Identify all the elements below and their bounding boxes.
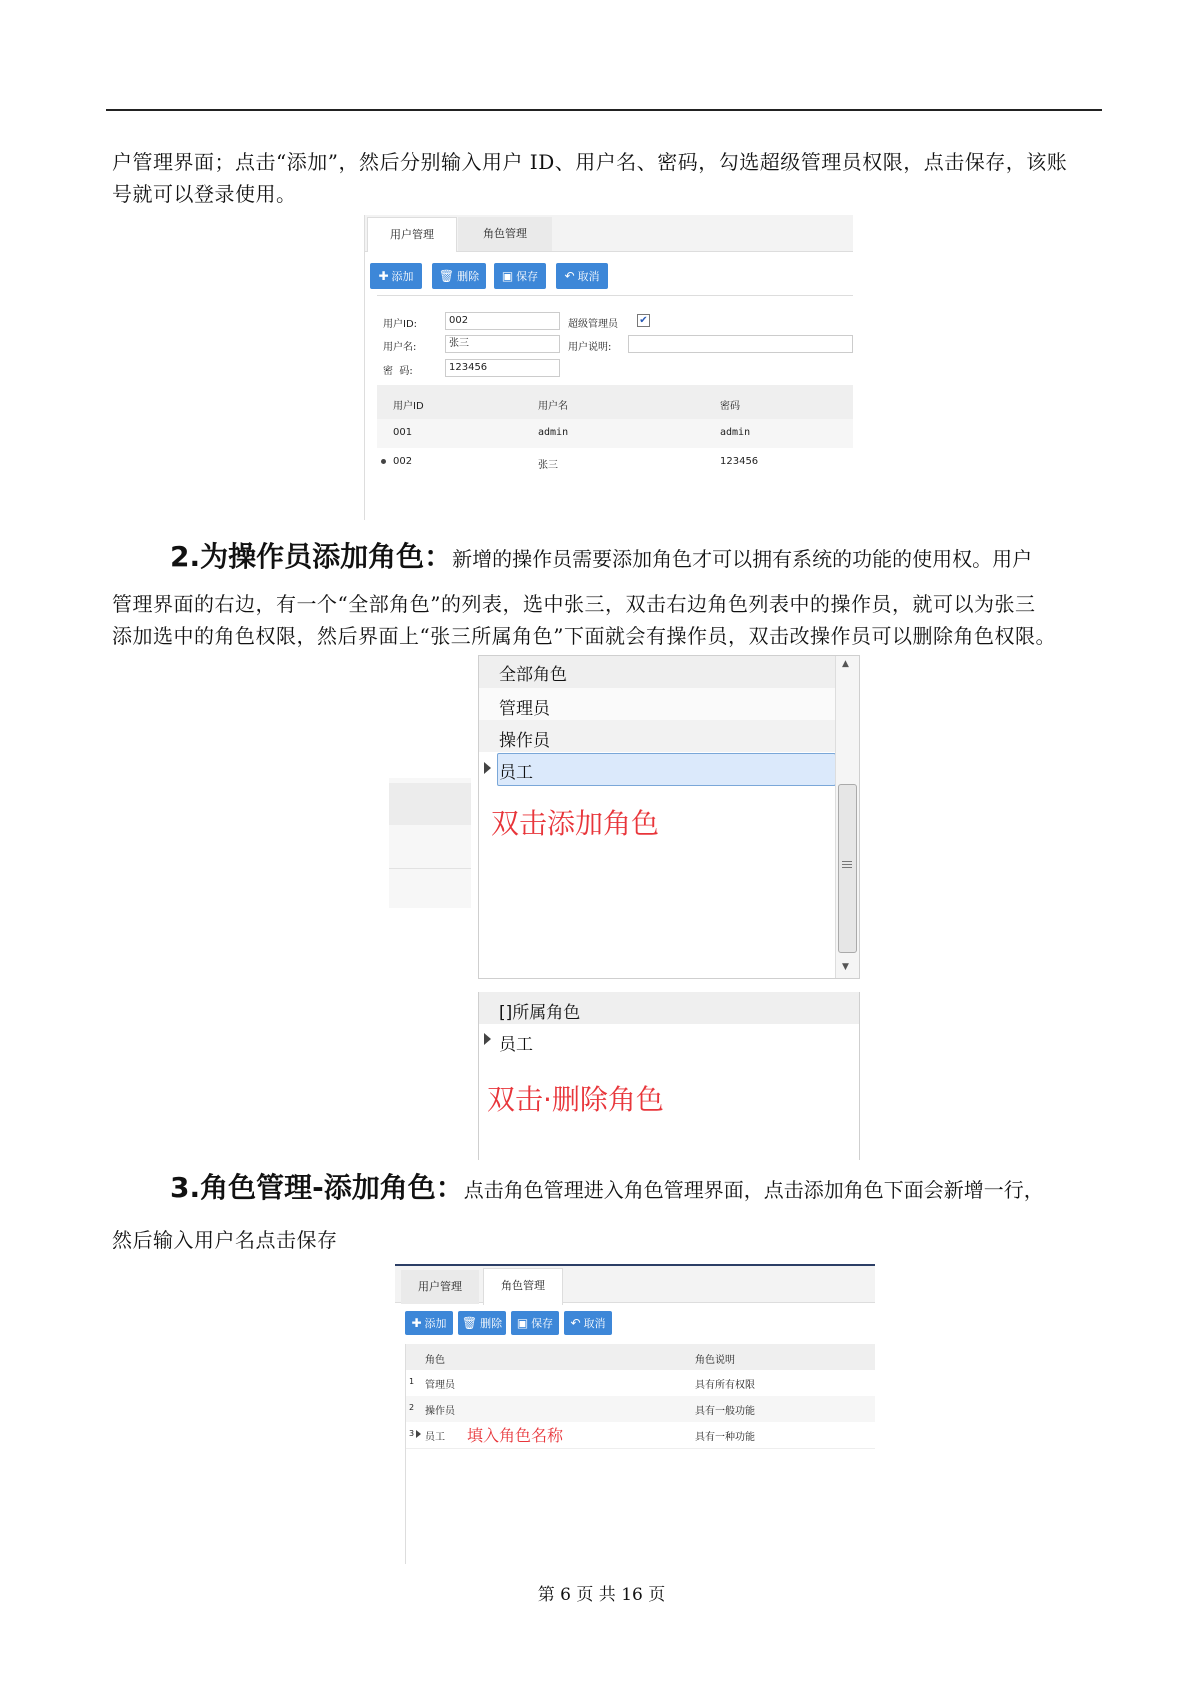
left-panel-fragment — [389, 778, 471, 908]
scrollbar-thumb[interactable] — [838, 784, 857, 953]
cell: 张三 — [538, 460, 558, 471]
cell: 002 — [393, 456, 413, 467]
role-operator[interactable]: 操作员 — [499, 731, 550, 751]
password-input[interactable]: 123456 — [445, 359, 560, 377]
row-number: 3 — [409, 1429, 415, 1438]
table-header — [377, 385, 853, 419]
annotation-fill-role-name: 填入角色名称 — [467, 1426, 564, 1445]
table-header — [406, 1344, 875, 1370]
cell: 具有一种功能 — [695, 1432, 755, 1443]
section-2-heading: 2.为操作员添加角色： — [170, 540, 453, 573]
plus-icon: ✚ — [378, 269, 389, 283]
cell: 员工 — [425, 1432, 445, 1443]
tab-user-management[interactable]: 用户管理 — [401, 1270, 479, 1304]
section-3-body-2: 然后输入用户名点击保存 — [112, 1228, 338, 1252]
username-input[interactable]: 张三 — [445, 335, 560, 353]
password-label: 密 码: — [383, 366, 413, 377]
delete-button[interactable]: 🗑 删除 — [432, 263, 486, 289]
role-admin[interactable]: 管理员 — [499, 699, 550, 719]
owned-roles-header-label: []所属角色 — [499, 1003, 581, 1023]
row-number: 1 — [409, 1377, 415, 1386]
intro-line-2: 号就可以登录使用。 — [112, 182, 297, 206]
cell: 001 — [393, 427, 413, 438]
username-label: 用户名: — [383, 342, 417, 353]
superadmin-label: 超级管理员 — [568, 319, 618, 330]
add-button[interactable]: ✚ 添加 — [370, 263, 422, 289]
trash-icon: 🗑 — [461, 1316, 478, 1330]
section-2-body-2: 管理界面的右边，有一个“全部角色”的列表，选中张三，双击右边角色列表中的操作员，就可以为张三 — [112, 592, 1036, 616]
scroll-down-icon[interactable]: ▼ — [842, 962, 849, 972]
row-pointer-icon — [484, 762, 491, 774]
col-username: 用户名 — [538, 401, 568, 412]
cell: admin — [720, 427, 751, 438]
cell: admin — [538, 427, 569, 438]
save-icon: ▣ — [516, 1316, 529, 1330]
cell: 管理员 — [425, 1380, 455, 1391]
undo-icon: ↶ — [564, 269, 575, 283]
scroll-up-icon[interactable]: ▲ — [842, 659, 849, 669]
scrollbar[interactable] — [835, 656, 859, 978]
annotation-add-role: 双击添加角色 — [491, 807, 660, 840]
delete-button[interactable]: 🗑 删除 — [458, 1311, 506, 1335]
trash-icon: 🗑 — [438, 269, 455, 283]
role-employee[interactable]: 员工 — [499, 763, 533, 783]
col-role-desc: 角色说明 — [695, 1355, 735, 1366]
undo-icon: ↶ — [570, 1316, 581, 1330]
col-password: 密码 — [720, 401, 740, 412]
row-pointer-icon — [484, 1033, 491, 1045]
save-button[interactable]: ▣ 保存 — [494, 263, 546, 289]
cell: 123456 — [720, 456, 759, 467]
all-roles-list — [478, 655, 860, 979]
desc-label: 用户说明: — [568, 342, 612, 353]
cell: 操作员 — [425, 1406, 455, 1417]
superadmin-checkbox[interactable]: ✔ — [637, 314, 650, 327]
userid-input[interactable]: 002 — [445, 312, 560, 330]
table-row[interactable] — [377, 419, 853, 448]
row-selected-dot-icon — [381, 459, 386, 464]
page-footer: 第 6 页 共 16 页 — [537, 1585, 666, 1605]
save-button[interactable]: ▣ 保存 — [511, 1311, 559, 1335]
section-3-heading-line — [170, 1166, 1044, 1206]
cancel-button[interactable]: ↶ 取消 — [556, 263, 608, 289]
intro-line-1: 户管理界面；点击“添加”，然后分别输入用户 ID、用户名、密码，勾选超级管理员权限，点击保存，该账 — [112, 150, 1068, 174]
row-number: 2 — [409, 1403, 415, 1412]
save-icon: ▣ — [501, 269, 514, 283]
owned-role-employee[interactable]: 员工 — [499, 1035, 533, 1055]
userid-label: 用户ID: — [383, 319, 418, 330]
section-2-body-1: 新增的操作员需要添加角色才可以拥有系统的功能的使用权。用户 — [452, 547, 1033, 571]
desc-input[interactable] — [628, 335, 853, 353]
section-2-heading-line — [170, 535, 1032, 575]
table-row[interactable] — [406, 1396, 875, 1422]
table-row[interactable] — [406, 1370, 875, 1397]
col-role: 角色 — [425, 1355, 445, 1366]
plus-icon: ✚ — [411, 1316, 422, 1330]
add-button[interactable]: ✚ 添加 — [405, 1311, 453, 1335]
all-roles-header-label: 全部角色 — [499, 665, 567, 685]
list-item-selected[interactable] — [497, 753, 836, 786]
tab-role-management[interactable]: 角色管理 — [483, 1268, 563, 1305]
tab-user-management[interactable]: 用户管理 — [367, 217, 457, 252]
cancel-button[interactable]: ↶ 取消 — [564, 1311, 612, 1335]
section-3-body-1: 点击角色管理进入角色管理界面，点击添加角色下面会新增一行， — [463, 1178, 1044, 1202]
header-rule — [106, 109, 1102, 111]
cell: 具有所有权限 — [695, 1380, 755, 1391]
owned-roles-list — [478, 992, 860, 1160]
user-management-screenshot — [364, 215, 853, 520]
col-userid: 用户ID — [393, 401, 424, 412]
row-pointer-icon — [416, 1430, 421, 1438]
section-2-body-3: 添加选中的角色权限，然后界面上“张三所属角色”下面就会有操作员，双击改操作员可以删除角色权限。 — [112, 624, 1056, 648]
tab-role-management[interactable]: 角色管理 — [458, 217, 552, 251]
annotation-delete-role: 双击·删除角色 — [487, 1083, 664, 1116]
role-management-screenshot — [395, 1264, 875, 1564]
cell: 具有一般功能 — [695, 1406, 755, 1417]
section-3-heading: 3.角色管理-添加角色： — [170, 1171, 464, 1204]
table-row[interactable] — [377, 448, 853, 477]
